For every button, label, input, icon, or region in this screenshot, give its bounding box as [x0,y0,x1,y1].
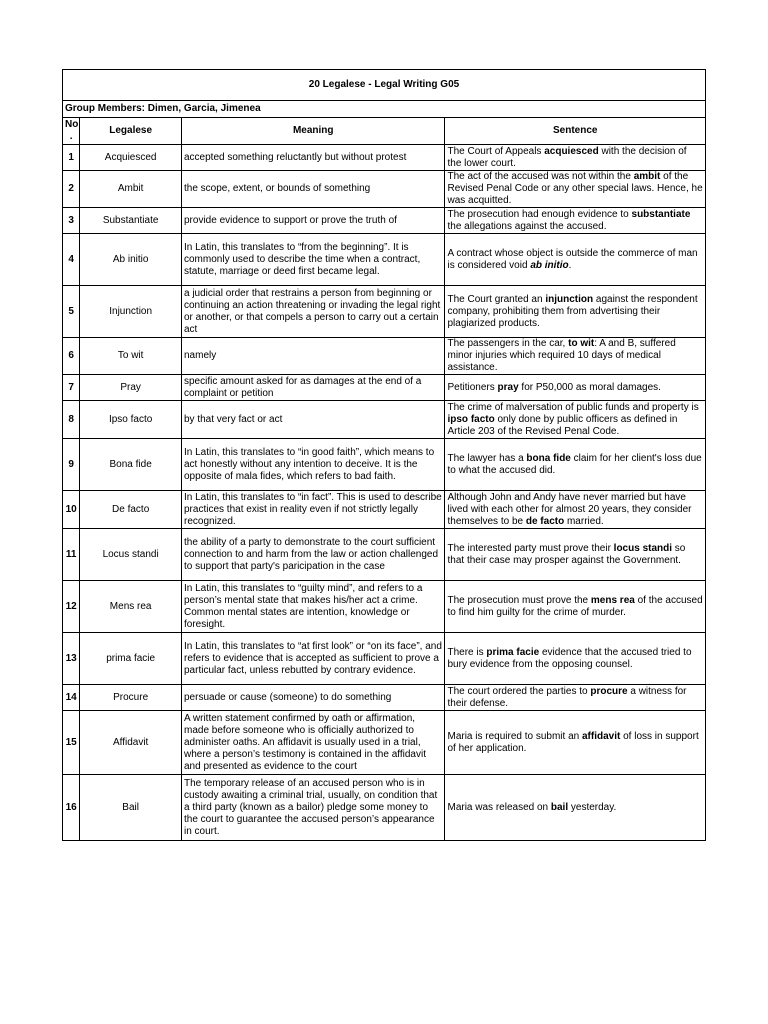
meaning-text: In Latin, this translates to “at first look” or “on its face”, and refers to evidence that is accepted as sufficient to prove a particular fact, unless rebutted by contrary evidence. [182,633,445,685]
sentence-segment: a witness for their defense. [447,685,687,709]
sentence-segment: The prosecution had enough evidence to [447,208,632,220]
sentence-segment: evidence that the accused tried to bury evidence from the opposing counsel. [447,646,692,670]
sentence-keyword: mens rea [590,594,635,606]
meaning-text: In Latin, this translates to “guilty mind”, and refers to a person’s mental state that makes his/her act a crime. Common mental states are intention, knowledge or foresight. [182,581,445,633]
legalese-term: prima facie [80,633,182,685]
sentence-keyword: pray [497,381,519,393]
sentence-keyword: ipso facto [447,413,495,425]
legalese-term: Bona fide [80,439,182,491]
sentence-segment: claim for her client's loss due to what the accused did. [447,452,702,476]
sentence-segment: of loss in support of her application. [447,730,699,754]
sentence-segment: Petitioners [447,381,498,393]
sentence-text [445,491,706,529]
meaning-text: namely [182,338,445,375]
header-legalese: Legalese [80,118,182,145]
document-title: 20 Legalese - Legal Writing G05 [63,70,706,101]
legalese-term: Ipso facto [80,401,182,439]
legalese-term: To wit [80,338,182,375]
table-row [63,633,706,685]
sentence-segment: The crime of malversation of public funds and property is [447,401,699,413]
sentence-text [445,685,706,711]
sentence-segment: with the decision of the lower court. [447,145,687,169]
sentence-segment: for P50,000 as moral damages. [518,381,661,393]
table-row [63,529,706,581]
meaning-text: The temporary release of an accused person who is in custody awaiting a criminal trial, usually, on condition that a third party (known as a bailor) pledge some money to the court to guarantee the accused person’s appearance in court. [182,775,445,841]
sentence-segment: The passengers in the car, [447,338,569,349]
row-number: 10 [63,491,80,529]
sentence-keyword [530,260,568,271]
header-sentence: Sentence [445,118,706,145]
row-number: 7 [63,375,80,401]
legalese-term: De facto [80,491,182,529]
sentence-segment: The Court granted an [447,293,546,305]
sentence-keyword: to wit [568,338,595,349]
row-number: 6 [63,338,80,375]
meaning-text: a judicial order that restrains a person from beginning or continuing an action threatening or invading the legal right or another, or that compels a person to carry out a certain act [182,286,445,338]
legalese-term: Pray [80,375,182,401]
table-row [63,685,706,711]
row-number: 9 [63,439,80,491]
sentence-segment: only done by public officers as defined in Article 203 of the Revised Penal Code. [447,413,678,437]
title-row [63,70,706,101]
legalese-table [62,69,706,841]
legalese-term: Bail [80,775,182,841]
row-number: 15 [63,711,80,775]
group-members [63,101,706,118]
meaning-text: accepted something reluctantly but without protest [182,145,445,171]
legalese-term: Substantiate [80,208,182,234]
sentence-text [445,234,706,286]
sentence-text [445,286,706,338]
sentence-keyword: bail [550,801,569,813]
sentence-segment: married. [564,515,604,527]
sentence-segment: The court ordered the parties to [447,685,591,697]
meaning-text: In Latin, this translates to “in good faith”, which means to act honestly without any intention to deceive. It is the opposite of mala fides, which refers to bad faith. [182,439,445,491]
sentence-keyword: bona fide [526,452,571,464]
sentence-keyword: substantiate [631,208,691,220]
row-number: 13 [63,633,80,685]
sentence-segment: Although John and Andy have never married but have lived with each other for almost 20 years, they consider themselves to be [447,491,692,527]
row-number: 11 [63,529,80,581]
legalese-term: Procure [80,685,182,711]
sentence-segment: The Court of Appeals [447,145,545,157]
row-number: 3 [63,208,80,234]
table-row [63,439,706,491]
sentence-segment: . [568,259,572,271]
sentence-keyword: procure [590,685,628,697]
table-row [63,286,706,338]
table-row [63,491,706,529]
sentence-segment: of the Revised Penal Code or any other special laws. Hence, he was acquitted. [447,171,703,206]
group-members-names: Dimen, Garcia, Jimenea [147,103,261,114]
meaning-text: by that very fact or act [182,401,445,439]
sentence-segment: Maria is required to submit an [447,730,582,742]
table-row [63,375,706,401]
header-meaning: Meaning [182,118,445,145]
meaning-text: In Latin, this translates to “from the beginning”. It is commonly used to describe the time when a contract, statute, marriage or deed first became legal. [182,234,445,286]
row-number: 14 [63,685,80,711]
meaning-text: the ability of a party to demonstrate to the court sufficient connection to and harm from the law or action challenged to support that party's paricipation in the case [182,529,445,581]
sentence-segment: There is [447,646,487,658]
row-number: 5 [63,286,80,338]
sentence-text [445,711,706,775]
sentence-text [445,775,706,841]
sentence-segment: : A and B, suffered minor injuries which required 10 days of medical assistance. [447,338,676,373]
sentence-keyword: affidavit [582,730,621,742]
group-members-label: Group Members: [65,103,146,114]
header-no-line1: No [65,119,79,130]
row-number: 8 [63,401,80,439]
sentence-segment: yesterday. [568,801,617,813]
sentence-segment: A contract whose object is outside the commerce of man is considered void [447,247,698,271]
sentence-text [445,208,706,234]
sentence-text [445,633,706,685]
group-members-row [63,101,706,118]
sentence-keyword: prima facie [486,646,540,658]
sentence-segment: The act of the accused was not within the [447,171,634,182]
table-row [63,711,706,775]
legalese-term: Ab initio [80,234,182,286]
meaning-text: persuade or cause (someone) to do something [182,685,445,711]
legalese-term: Acquiesced [80,145,182,171]
sentence-segment: the allegations against the accused. [447,220,607,232]
table-row [63,145,706,171]
table-row [63,208,706,234]
table-row [63,581,706,633]
sentence-segment: The lawyer has a [447,452,527,464]
sentence-text [445,401,706,439]
sentence-text [445,171,706,208]
sentence-text [445,338,706,375]
legalese-term: Affidavit [80,711,182,775]
legalese-term: Locus standi [80,529,182,581]
sentence-text [445,529,706,581]
sentence-text [445,375,706,401]
meaning-text: In Latin, this translates to “in fact”. This is used to describe practices that exist in reality even if not strictly legally recognized. [182,491,445,529]
table-row [63,775,706,841]
sentence-segment: against the respondent company, prohibiting them from advertising their plagiarized products. [447,293,698,329]
sentence-text [445,439,706,491]
meaning-text: A written statement confirmed by oath or affirmation, made before someone who is officially authorized to administer oaths. An affidavit is usually used in a trial, where a person’s testimony is contained in the affidavit and presented as evidence to the court [182,711,445,775]
row-number: 2 [63,171,80,208]
meaning-text: specific amount asked for as damages at the end of a complaint or petition [182,375,445,401]
sentence-keyword: ambit [633,171,661,182]
row-number: 4 [63,234,80,286]
table-row [63,401,706,439]
sentence-keyword: acquiesced [544,145,599,157]
table-row [63,234,706,286]
sentence-emphasis: ab initio [530,259,569,271]
row-number: 1 [63,145,80,171]
legalese-term: Injunction [80,286,182,338]
sentence-segment: of the accused to find him guilty for the crime of murder. [447,594,703,618]
row-number: 12 [63,581,80,633]
meaning-text: the scope, extent, or bounds of something [182,171,445,208]
legalese-term: Ambit [80,171,182,208]
sentence-segment: so that their case may prosper against the Government. [447,542,686,566]
legalese-term: Mens rea [80,581,182,633]
table-row [63,338,706,375]
sentence-text [445,581,706,633]
sentence-segment: The interested party must prove their [447,542,614,554]
sentence-segment: Maria was released on [447,801,551,813]
sentence-keyword: de facto [525,515,565,527]
header-no-line2: . [69,131,73,142]
sentence-text [445,145,706,171]
sentence-keyword: locus standi [613,542,673,554]
table-row [63,171,706,208]
sentence-keyword: injunction [545,293,594,305]
meaning-text: provide evidence to support or prove the truth of [182,208,445,234]
sentence-segment: The prosecution must prove the [447,594,591,606]
row-number: 16 [63,775,80,841]
header-no [63,118,80,145]
header-row [63,118,706,145]
